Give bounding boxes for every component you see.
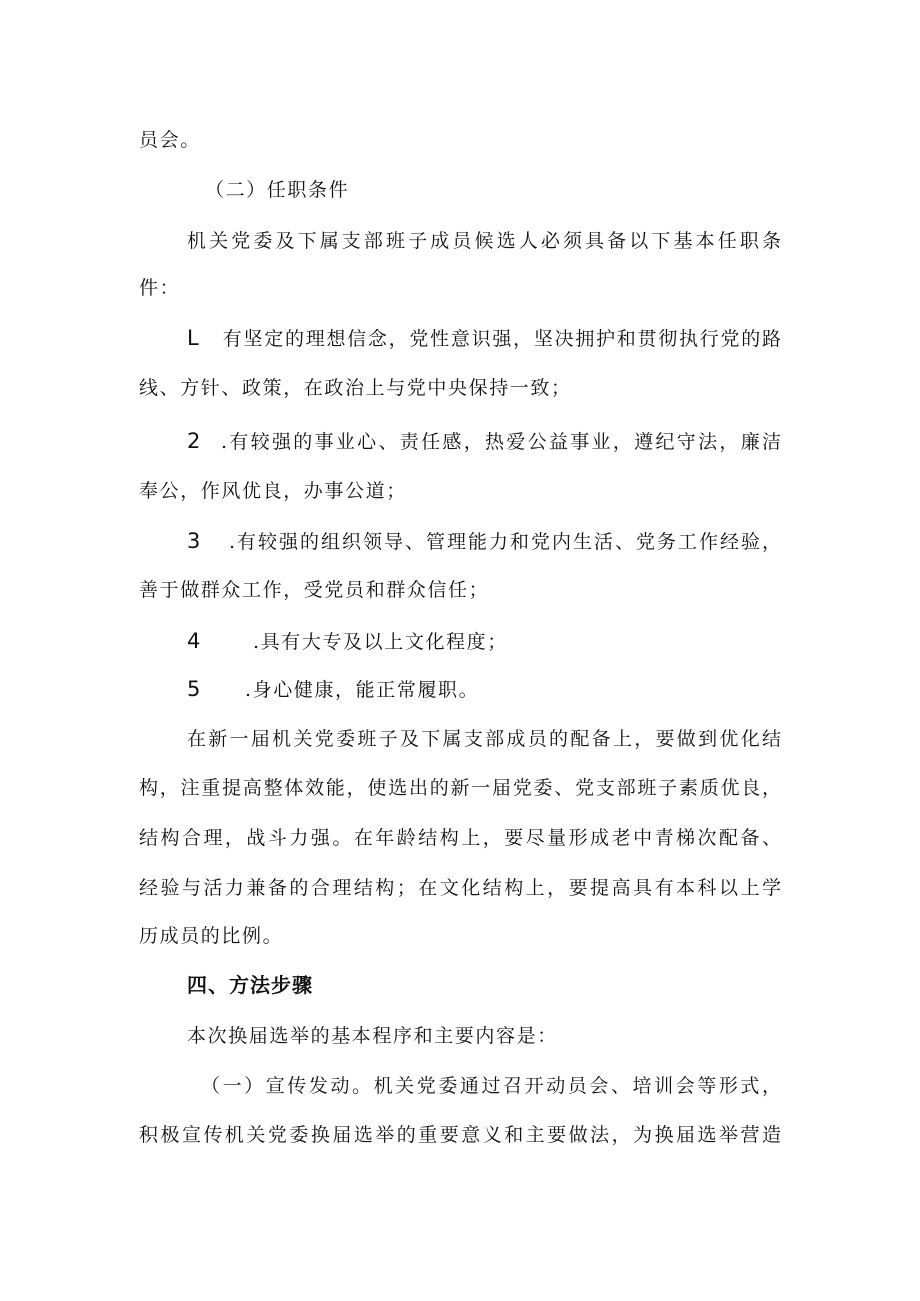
list-item [187, 326, 781, 351]
paragraph-line: 构，注重提高整体效能，使选出的新一届党委、党支部班子素质优良， [139, 777, 781, 799]
list-item-text: .有较强的事业心、责任感，热爱公益事业，遵纪守法，廉洁 [221, 431, 781, 453]
paragraph-line: 在新一届机关党委班子及下属支部成员的配备上，要做到优化结 [187, 728, 781, 750]
paragraph-line: 结构合理，战斗力强。在年龄结构上，要尽量形成老中青梯次配备、 [139, 827, 781, 849]
section-heading: 四、方法步骤 [187, 973, 313, 997]
list-item [187, 529, 781, 554]
list-item [187, 677, 479, 702]
text-line: 件： [139, 277, 181, 299]
list-item-text: .身心健康，能正常履职。 [245, 679, 480, 701]
list-number: 3 [187, 529, 201, 553]
list-item-text: 有坚定的理想信念，党性意识强，坚决拥护和贯彻执行党的路 [221, 328, 781, 350]
paragraph-line: 经验与活力兼备的合理结构；在文化结构上，要提高具有本科以上学 [139, 877, 781, 899]
list-number: L [187, 326, 199, 350]
section-subtitle: （二）任职条件 [205, 179, 350, 201]
list-item [187, 429, 781, 454]
list-item-text: .有较强的组织领导、管理能力和党内生活、党务工作经验， [229, 531, 781, 553]
text-line: 奉公，作风优良，办事公道； [139, 480, 407, 502]
list-number: 4 [187, 629, 201, 653]
list-item-text: .具有大专及以上文化程度； [253, 631, 508, 653]
list-item [187, 629, 508, 654]
text-line: 员会。 [139, 129, 201, 151]
list-number: 2 [187, 429, 201, 453]
text-line: 积极宣传机关党委换届选举的重要意义和主要做法，为换届选举营造 [139, 1124, 781, 1146]
list-number: 5 [187, 677, 201, 701]
text-line: 善于做群众工作，受党员和群众信任； [139, 579, 490, 601]
text-line: 线、方针、政策，在政治上与党中央保持一致； [139, 377, 572, 399]
text-line: 机关党委及下属支部班子成员候选人必须具备以下基本任职条 [187, 230, 781, 252]
paragraph-line: 历成员的比例。 [139, 925, 284, 947]
text-line: 本次换届选举的基本程序和主要内容是： [187, 1025, 558, 1047]
text-line: （一）宣传发动。机关党委通过召开动员会、培训会等形式， [201, 1075, 781, 1097]
